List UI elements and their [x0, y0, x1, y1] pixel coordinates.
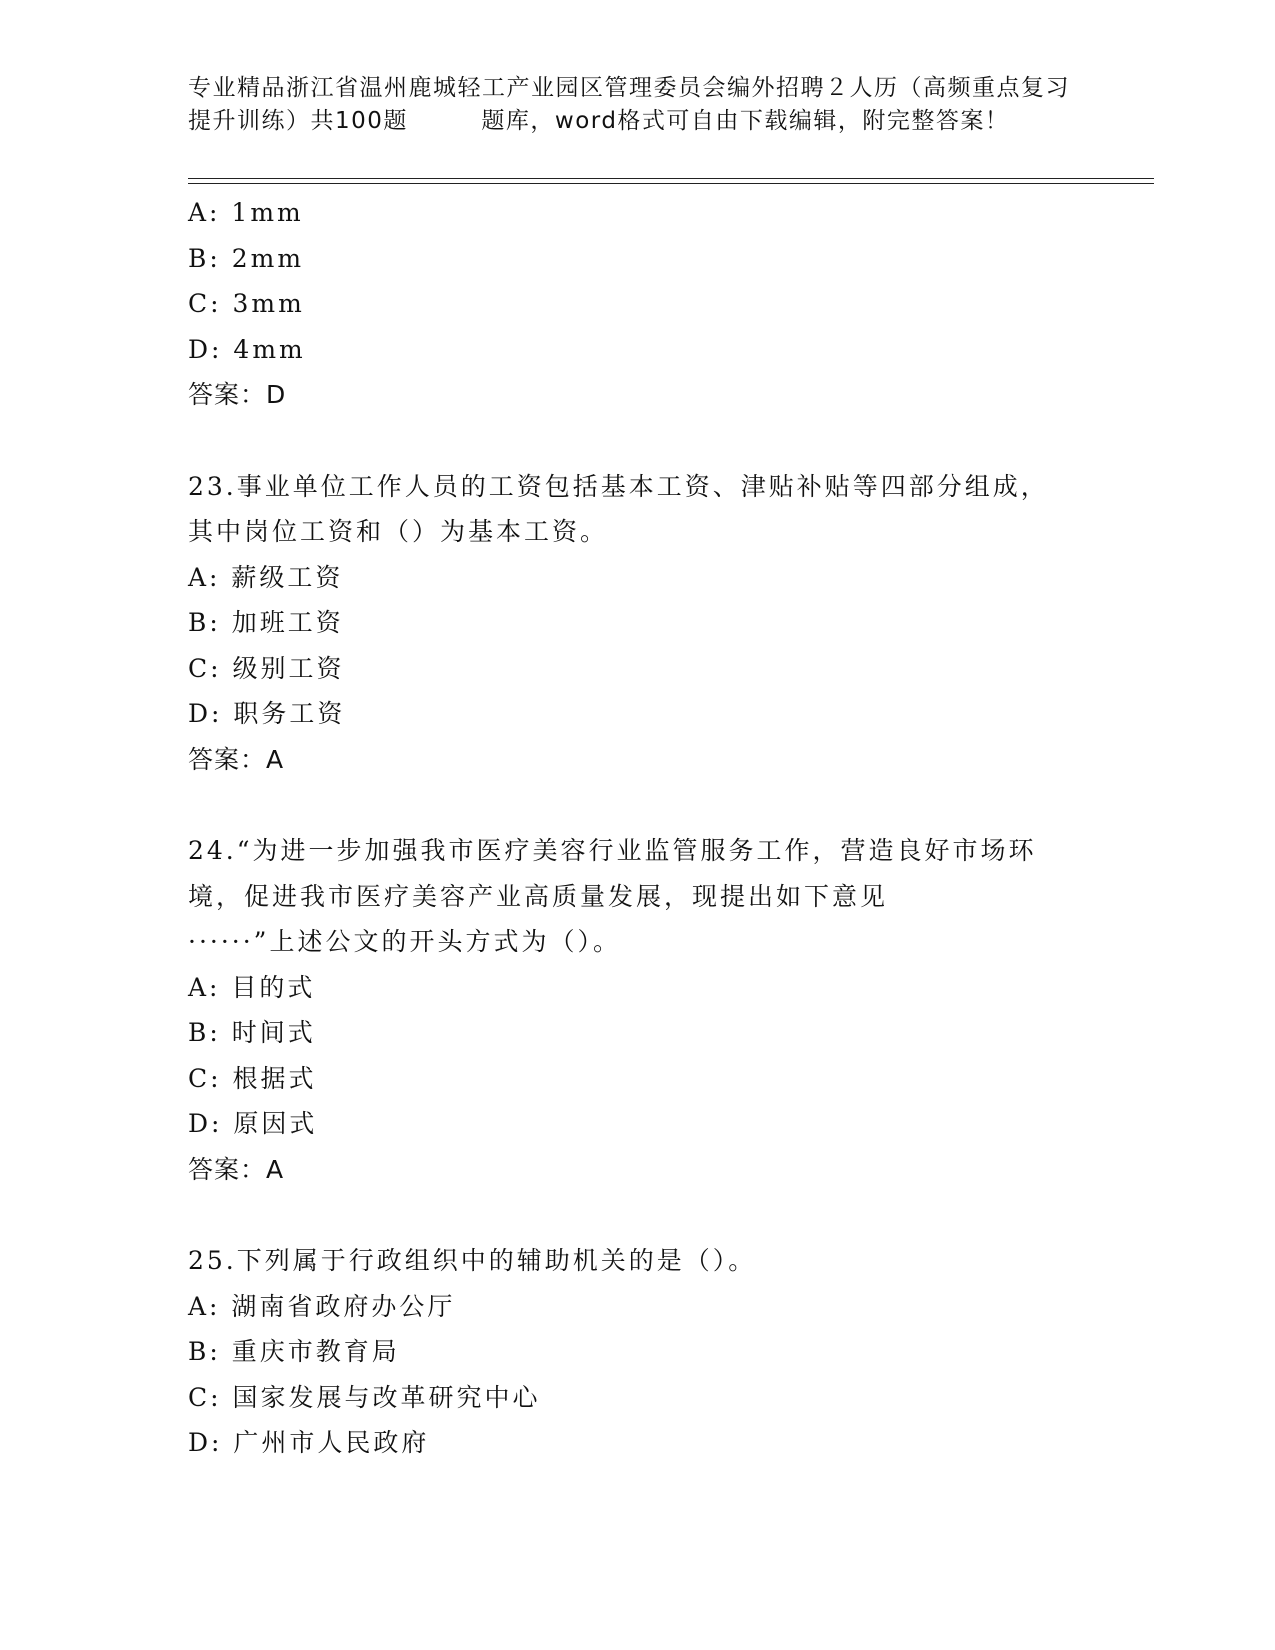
option-c: C: 国家发展与改革研究中心 [188, 1382, 541, 1412]
option-a: A: 湖南省政府办公厅 [188, 1291, 456, 1321]
option-b: B: 加班工资 [188, 608, 344, 637]
option-b: B: 重庆市教育局 [188, 1337, 400, 1366]
option-c: C: 根据式 [188, 1063, 317, 1093]
document-header [188, 72, 1088, 138]
header-divider-top [188, 178, 1154, 179]
answer: 答案：A [188, 1154, 285, 1184]
option-b: B: 2mm [188, 243, 305, 273]
option-d: D: 4mm [188, 334, 306, 364]
option-b: B: 时间式 [188, 1018, 316, 1047]
option-d: D: 职务工资 [188, 699, 346, 728]
question-text-line: 其中岗位工资和（）为基本工资。 [188, 517, 609, 546]
question-23 [188, 464, 1088, 783]
question-list [188, 190, 1088, 1466]
option-a: A: 1mm [188, 198, 304, 227]
question-25 [188, 1238, 1088, 1466]
option-c: C: 级别工资 [188, 653, 345, 683]
option-a: A: 目的式 [188, 972, 316, 1002]
question-text-line: 25.下列属于行政组织中的辅助机关的是（）。 [188, 1246, 757, 1275]
question-text-line: 23.事业单位工作人员的工资包括基本工资、津贴补贴等四部分组成， [188, 471, 1049, 501]
question-text-line: ······”上述公文的开头方式为（）。 [188, 927, 621, 956]
option-d: D: 广州市人民政府 [188, 1428, 430, 1457]
header-line-2: 提升训练）共100题 题库，word格式可自由下载编辑，附完整答案！ [188, 108, 1010, 134]
option-a: A: 薪级工资 [188, 562, 344, 592]
answer: 答案：A [188, 744, 285, 774]
answer: 答案：D [188, 380, 287, 409]
option-c: C: 3mm [188, 289, 305, 318]
question-text-line: 24.“为进一步加强我市医疗美容行业监管服务工作，营造良好市场环 [188, 836, 1037, 865]
header-divider-bottom [188, 183, 1154, 184]
question-text-line: 境，促进我市医疗美容产业高质量发展，现提出如下意见 [188, 881, 889, 911]
question-22 [188, 190, 1088, 418]
option-d: D: 原因式 [188, 1109, 318, 1138]
question-24 [188, 828, 1088, 1192]
header-line-1: 专业精品浙江省温州鹿城轻工产业园区管理委员会编外招聘２人历（高频重点复习 [188, 75, 1070, 101]
